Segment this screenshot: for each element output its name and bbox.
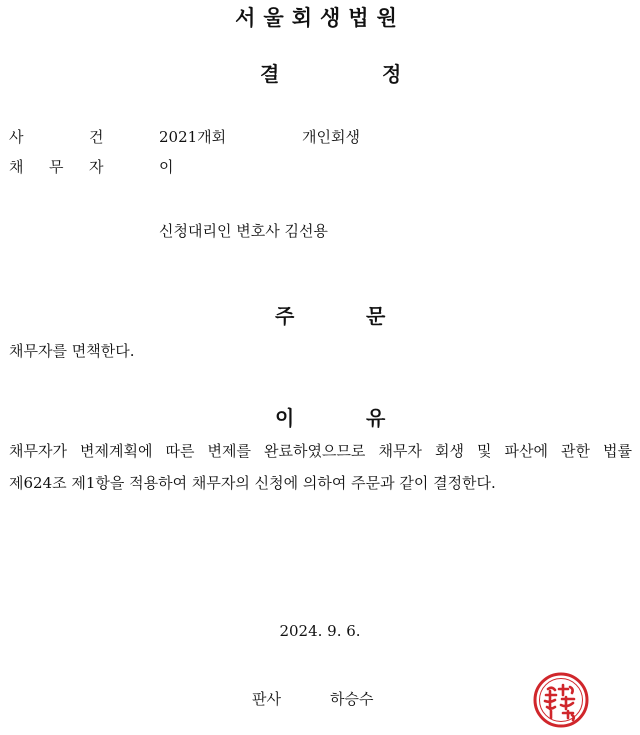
doc-type-char-1: 결 <box>260 62 280 86</box>
judge-name: 하승수 <box>330 690 374 708</box>
debtor-label-char-2: 무 <box>49 158 64 176</box>
judge-title: 판사 <box>252 690 281 708</box>
debtor-name: 이 <box>159 158 174 176</box>
decision-date: 2024. 9. 6. <box>279 622 361 640</box>
reason-heading-char-2: 유 <box>366 406 386 430</box>
order-text: 채무자를 면책한다. <box>9 342 135 360</box>
case-label-char-1: 사 <box>9 128 24 146</box>
doc-type-char-2: 정 <box>382 62 402 86</box>
order-heading-char-1: 주 <box>275 304 295 328</box>
debtor-label-char-3: 자 <box>89 158 104 176</box>
court-seal-icon <box>532 671 590 729</box>
court-name: 서울회생법원 <box>235 6 405 30</box>
reason-text-line-2: 제624조 제1항을 적용하여 채무자의 신청에 의하여 주문과 같이 결정한다. <box>9 474 496 492</box>
case-number: 2021개회 <box>159 128 227 146</box>
reason-text-line-1: 채무자가 변제계획에 따른 변제를 완료하였으므로 채무자 회생 및 파산에 관한 법률 <box>9 442 632 460</box>
order-heading-char-2: 문 <box>366 304 386 328</box>
case-label-char-2: 건 <box>89 128 104 146</box>
reason-heading-char-1: 이 <box>275 406 295 430</box>
case-type: 개인회생 <box>302 128 360 146</box>
applicant-agent: 신청대리인 변호사 김선용 <box>159 222 328 240</box>
debtor-label-char-1: 채 <box>9 158 24 176</box>
